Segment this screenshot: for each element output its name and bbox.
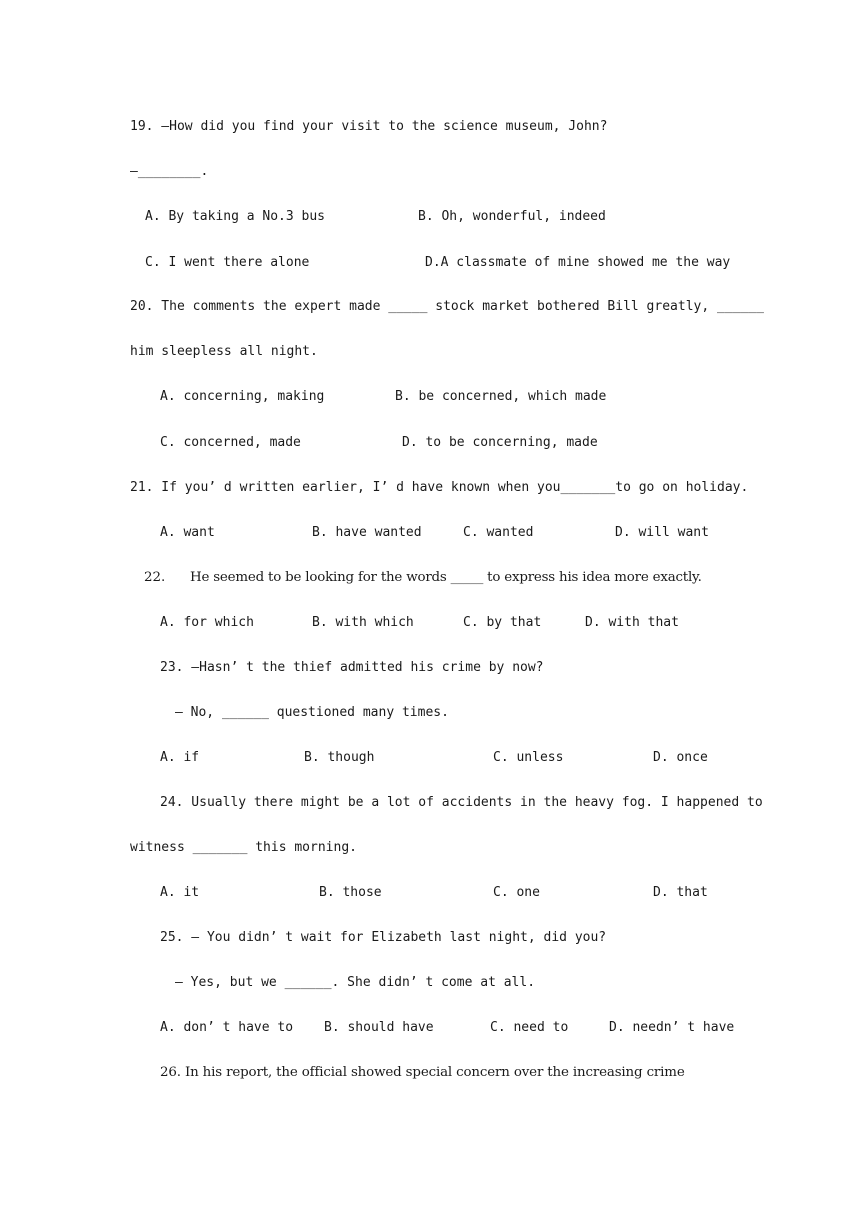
q25-option-c: C. need to	[490, 1020, 569, 1035]
q26-stem: 26. In his report, the official showed special concern over the increasing crime	[160, 1065, 685, 1080]
q25-option-b: B. should have	[324, 1020, 434, 1035]
q25-option-d: D. needn’ t have	[609, 1020, 735, 1035]
q19-option-b: B. Oh, wonderful, indeed	[418, 209, 606, 224]
q19-reply: —________.	[130, 164, 209, 179]
q24-option-c: C. one	[493, 885, 540, 900]
q22-option-a: A. for which	[160, 615, 254, 630]
q23-reply: — No, ______ questioned many times.	[175, 705, 449, 720]
q20-stem: 20. The comments the expert made _____ stock market bothered Bill greatly, ______	[130, 299, 764, 314]
q24-stem: 24. Usually there might be a lot of accidents in the heavy fog. I happened to	[160, 795, 763, 810]
q21-option-c: C. wanted	[463, 525, 534, 540]
q24-stem-continued: witness _______ this morning.	[130, 840, 357, 855]
q19-stem: 19. —How did you find your visit to the science museum, John?	[130, 119, 608, 134]
q19-option-a: A. By taking a No.3 bus	[145, 209, 326, 224]
q20-option-c: C. concerned, made	[160, 435, 301, 450]
q25-reply: — Yes, but we ______. She didn’ t come at all.	[175, 975, 536, 990]
q23-stem: 23. —Hasn’ t the thief admitted his crime by now?	[160, 660, 544, 675]
q20-option-d: D. to be concerning, made	[402, 435, 598, 450]
q21-stem: 21. If you’ d written earlier, I’ d have known when you_______to go on holiday.	[130, 480, 749, 495]
q25-option-a: A. don’ t have to	[160, 1020, 294, 1035]
q24-option-a: A. it	[160, 885, 200, 900]
q23-option-c: C. unless	[493, 750, 564, 765]
q20-option-a: A. concerning, making	[160, 389, 325, 404]
q23-option-b: B. though	[304, 750, 375, 765]
q23-option-a: A. if	[160, 750, 200, 765]
q23-option-d: D. once	[653, 750, 708, 765]
q22-option-b: B. with which	[312, 615, 414, 630]
q22-option-d: D. with that	[585, 615, 679, 630]
q21-option-d: D. will want	[615, 525, 709, 540]
q21-option-b: B. have wanted	[312, 525, 422, 540]
q24-option-b: B. those	[319, 885, 382, 900]
q21-option-a: A. want	[160, 525, 215, 540]
q24-option-d: D. that	[653, 885, 708, 900]
q20-stem-continued: him sleepless all night.	[130, 344, 318, 359]
q22-number: 22.	[144, 570, 166, 585]
q19-option-c: C. I went there alone	[145, 255, 310, 270]
q22-option-c: C. by that	[463, 615, 542, 630]
q25-stem: 25. — You didn’ t wait for Elizabeth last night, did you?	[160, 930, 607, 945]
q19-option-d: D.A classmate of mine showed me the way	[425, 255, 731, 270]
q20-option-b: B. be concerned, which made	[395, 389, 607, 404]
q22-stem: He seemed to be looking for the words _____ to express his idea more exactly.	[190, 570, 702, 585]
